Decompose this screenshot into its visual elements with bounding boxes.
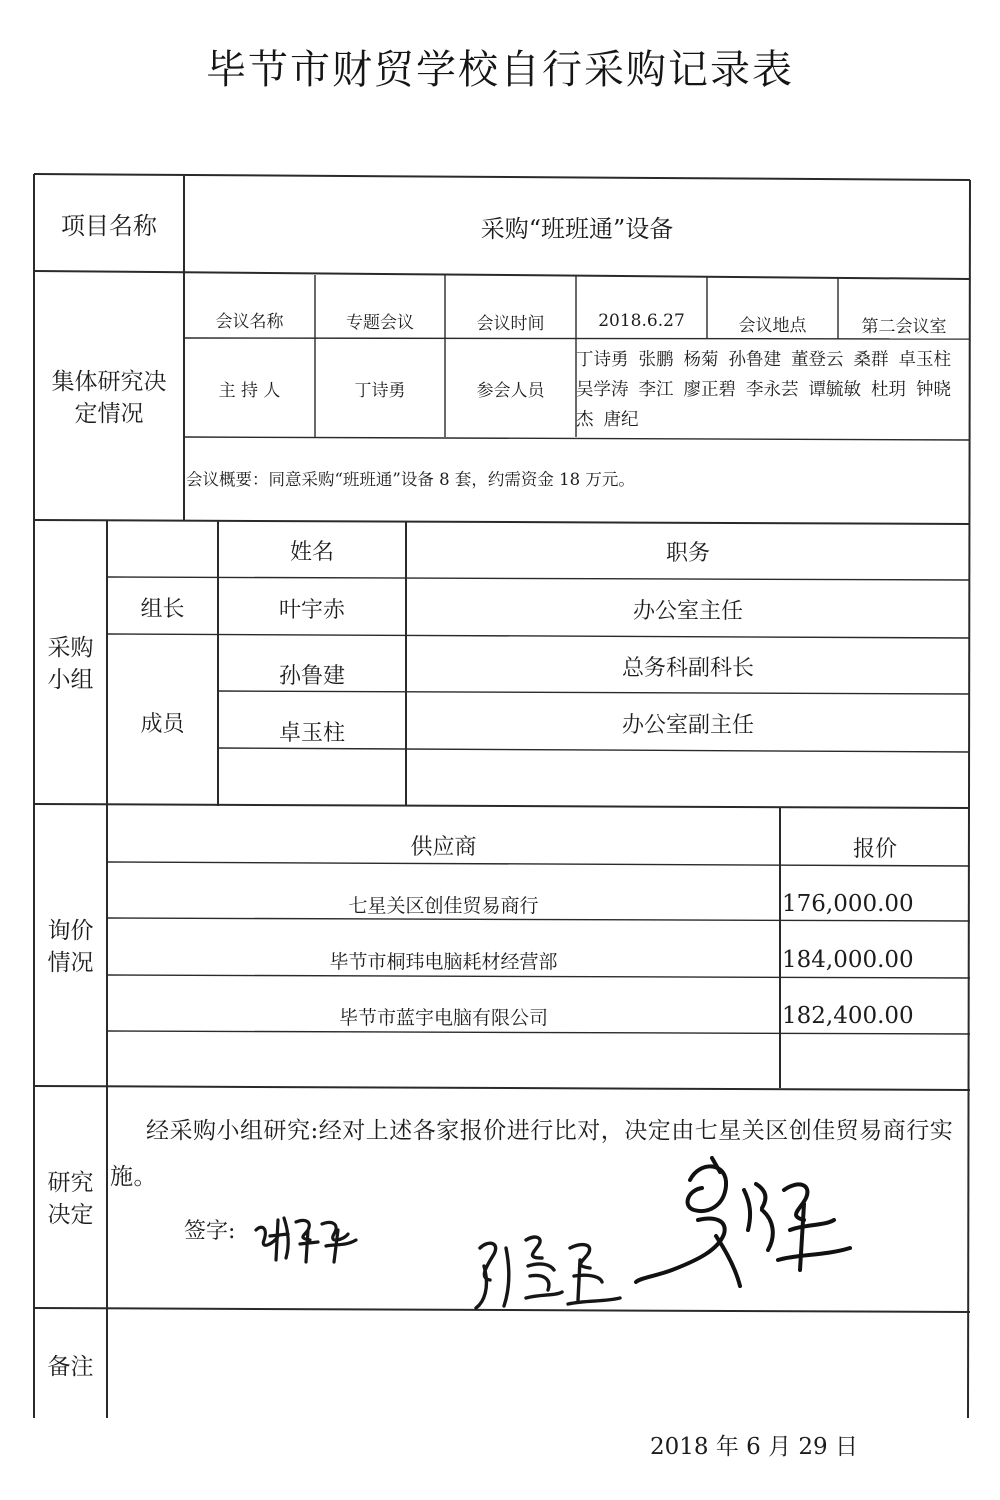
participant: 吴学涛 <box>576 380 629 400</box>
price-header: 报价 <box>852 836 897 862</box>
meeting-place-value: 第二会议室 <box>861 316 947 337</box>
meeting-name-label: 会议名称 <box>215 311 284 332</box>
member-name: 卓玉柱 <box>278 721 345 746</box>
participant: 卓玉柱 <box>898 350 951 370</box>
participant: 孙鲁建 <box>728 350 781 370</box>
team-name-header: 姓名 <box>289 540 334 565</box>
decision-section-label-line2: 决定 <box>47 1202 94 1228</box>
participant: 廖正碧 <box>683 380 736 400</box>
participants-label: 参会人员 <box>476 381 545 401</box>
team-section-label <box>34 522 107 806</box>
signature-member-1 <box>470 1218 630 1318</box>
participant: 张鹏 <box>638 350 674 370</box>
decision-section-label-line1: 研究 <box>47 1170 94 1196</box>
meeting-summary: 会议概要：同意采购“班班通”设备 8 套，约需资金 18 万元。 <box>186 470 635 489</box>
supplier-price: 182,400.00 <box>782 1003 914 1029</box>
leader-duty: 办公室主任 <box>632 599 743 624</box>
supplier-name: 毕节市蓝宇电脑有限公司 <box>338 1006 548 1029</box>
members-label: 成员 <box>140 711 185 737</box>
host-value: 丁诗勇 <box>354 380 406 401</box>
participant: 桑群 <box>853 350 889 370</box>
team-section-label-line1: 采购 <box>47 635 94 661</box>
signature-member-2 <box>628 1150 858 1300</box>
participant: 唐纪 <box>603 410 639 430</box>
participant: 董登云 <box>791 350 844 370</box>
document-date: 2018 年 6 月 29 日 <box>650 1434 858 1460</box>
meeting-time-label: 会议时间 <box>476 313 545 334</box>
decision-section-label <box>34 1088 107 1310</box>
participant: 李永芸 <box>746 380 799 400</box>
participants-list <box>576 345 970 437</box>
meeting-section-label-line1: 集体研究决 <box>51 368 167 395</box>
supplier-price: 184,000.00 <box>782 947 914 973</box>
project-name-value: 采购“班班通”设备 <box>480 215 674 243</box>
meeting-name-value: 专题会议 <box>346 312 414 333</box>
participant: 杜玥 <box>871 380 906 400</box>
member-duty: 总务科副科长 <box>621 655 754 681</box>
supplier-price: 176,000.00 <box>782 891 914 917</box>
meeting-place-label: 会议地点 <box>738 315 807 336</box>
supplier-name: 毕节市桐玮电脑耗材经营部 <box>329 950 558 973</box>
inquiry-section-label-line2: 情况 <box>47 950 94 976</box>
member-duty: 办公室副主任 <box>621 713 754 738</box>
meeting-time-value: 2018.6.27 <box>598 311 685 331</box>
inquiry-section-label-line1: 询价 <box>47 918 94 944</box>
leader-name: 叶宇赤 <box>278 598 345 623</box>
participant: 杨菊 <box>683 350 719 370</box>
decision-text: 经采购小组研究:经对上述各家报价进行比对，决定由七星关区创佳贸易商行实施。 <box>110 1118 954 1190</box>
participant: 钟晓杰 <box>576 380 951 430</box>
remarks-label: 备注 <box>47 1353 94 1380</box>
document-title: 毕节市财贸学校自行采购记录表 <box>206 47 794 93</box>
host-label: 主 持 人 <box>218 380 281 401</box>
meeting-section-label <box>34 275 184 520</box>
supplier-name: 七星关区创佳贸易商行 <box>348 894 539 917</box>
participant: 丁诗勇 <box>576 350 629 370</box>
project-name-label: 项目名称 <box>61 212 157 240</box>
supplier-header: 供应商 <box>410 834 477 860</box>
participant: 谭毓敏 <box>808 380 861 400</box>
signature-leader <box>248 1200 363 1270</box>
participant: 李江 <box>638 380 674 400</box>
meeting-section-label-line2: 定情况 <box>74 400 144 427</box>
team-section-label-line2: 小组 <box>47 667 94 693</box>
team-duty-header: 职务 <box>665 541 710 566</box>
leader-label: 组长 <box>140 597 185 622</box>
signature-label: 签字: <box>184 1219 236 1244</box>
inquiry-section-label <box>34 806 107 1088</box>
member-name: 孙鲁建 <box>278 664 345 689</box>
